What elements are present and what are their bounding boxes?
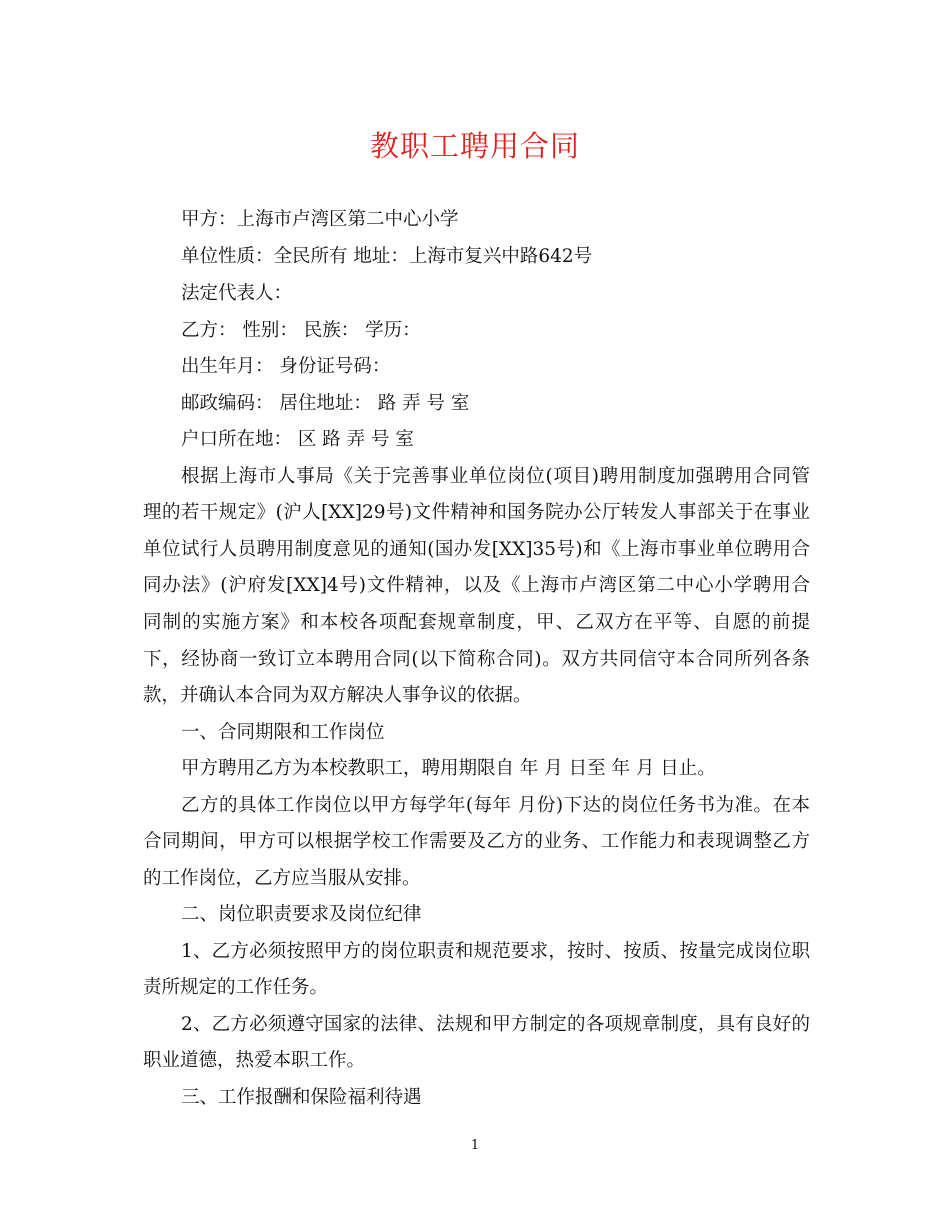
- text-line: 下，经协商一致订立本聘用合同(以下简称合同)。双方共同信守本合同所列各条: [143, 649, 810, 670]
- text-line: 出生年月： 身份证号码：: [181, 356, 391, 377]
- text-line: 合同期间，甲方可以根据学校工作需要及乙方的业务、工作能力和表现调整乙方: [143, 831, 810, 852]
- text-line: 甲方：上海市卢湾区第二中心小学: [181, 209, 459, 230]
- text-line: 法定代表人：: [181, 283, 293, 304]
- text-line: 款，并确认本合同为双方解决人事争议的依据。: [143, 685, 532, 706]
- text-line: 二、岗位职责要求及岗位纪律: [181, 904, 422, 925]
- text-line: 单位性质：全民所有 地址：上海市复兴中路642号: [181, 246, 593, 267]
- text-line: 同制的实施方案》和本校各项配套规章制度，甲、乙双方在平等、自愿的前提: [143, 612, 810, 633]
- text-line: 户口所在地： 区 路 弄 号 室: [181, 429, 414, 450]
- text-line: 一、合同期限和工作岗位: [181, 722, 385, 743]
- text-line: 的工作岗位，乙方应当服从安排。: [143, 868, 421, 889]
- text-line: 三、工作报酬和保险福利待遇: [181, 1087, 422, 1108]
- page-number: 1: [470, 1138, 480, 1153]
- text-line: 邮政编码： 居住地址： 路 弄 号 室: [181, 393, 470, 414]
- text-line: 根据上海市人事局《关于完善事业单位岗位(项目)聘用制度加强聘用合同管: [181, 466, 810, 487]
- text-line: 理的若干规定》(沪人[XX]29号)文件精神和国务院办公厅转发人事部关于在事业: [143, 502, 810, 523]
- text-line: 1、乙方必须按照甲方的岗位职责和规范要求，按时、按质、按量完成岗位职: [181, 941, 810, 962]
- text-line: 乙方： 性别： 民族： 学历：: [181, 320, 421, 341]
- document-title: 教职工聘用合同: [369, 129, 580, 163]
- text-line: 2、乙方必须遵守国家的法律、法规和甲方制定的各项规章制度，具有良好的: [181, 1014, 810, 1035]
- text-line: 甲方聘用乙方为本校教职工，聘用期限自 年 月 日至 年 月 日止。: [181, 758, 716, 779]
- text-line: 乙方的具体工作岗位以甲方每学年(每年 月份)下达的岗位任务书为准。在本: [181, 795, 810, 816]
- text-line: 责所规定的工作任务。: [143, 977, 329, 998]
- text-line: 同办法》(沪府发[XX]4号)文件精神，以及《上海市卢湾区第二中心小学聘用合: [143, 575, 810, 596]
- text-line: 职业道德，热爱本职工作。: [143, 1050, 366, 1071]
- text-line: 单位试行人员聘用制度意见的通知(国办发[XX]35号)和《上海市事业单位聘用合: [143, 539, 810, 560]
